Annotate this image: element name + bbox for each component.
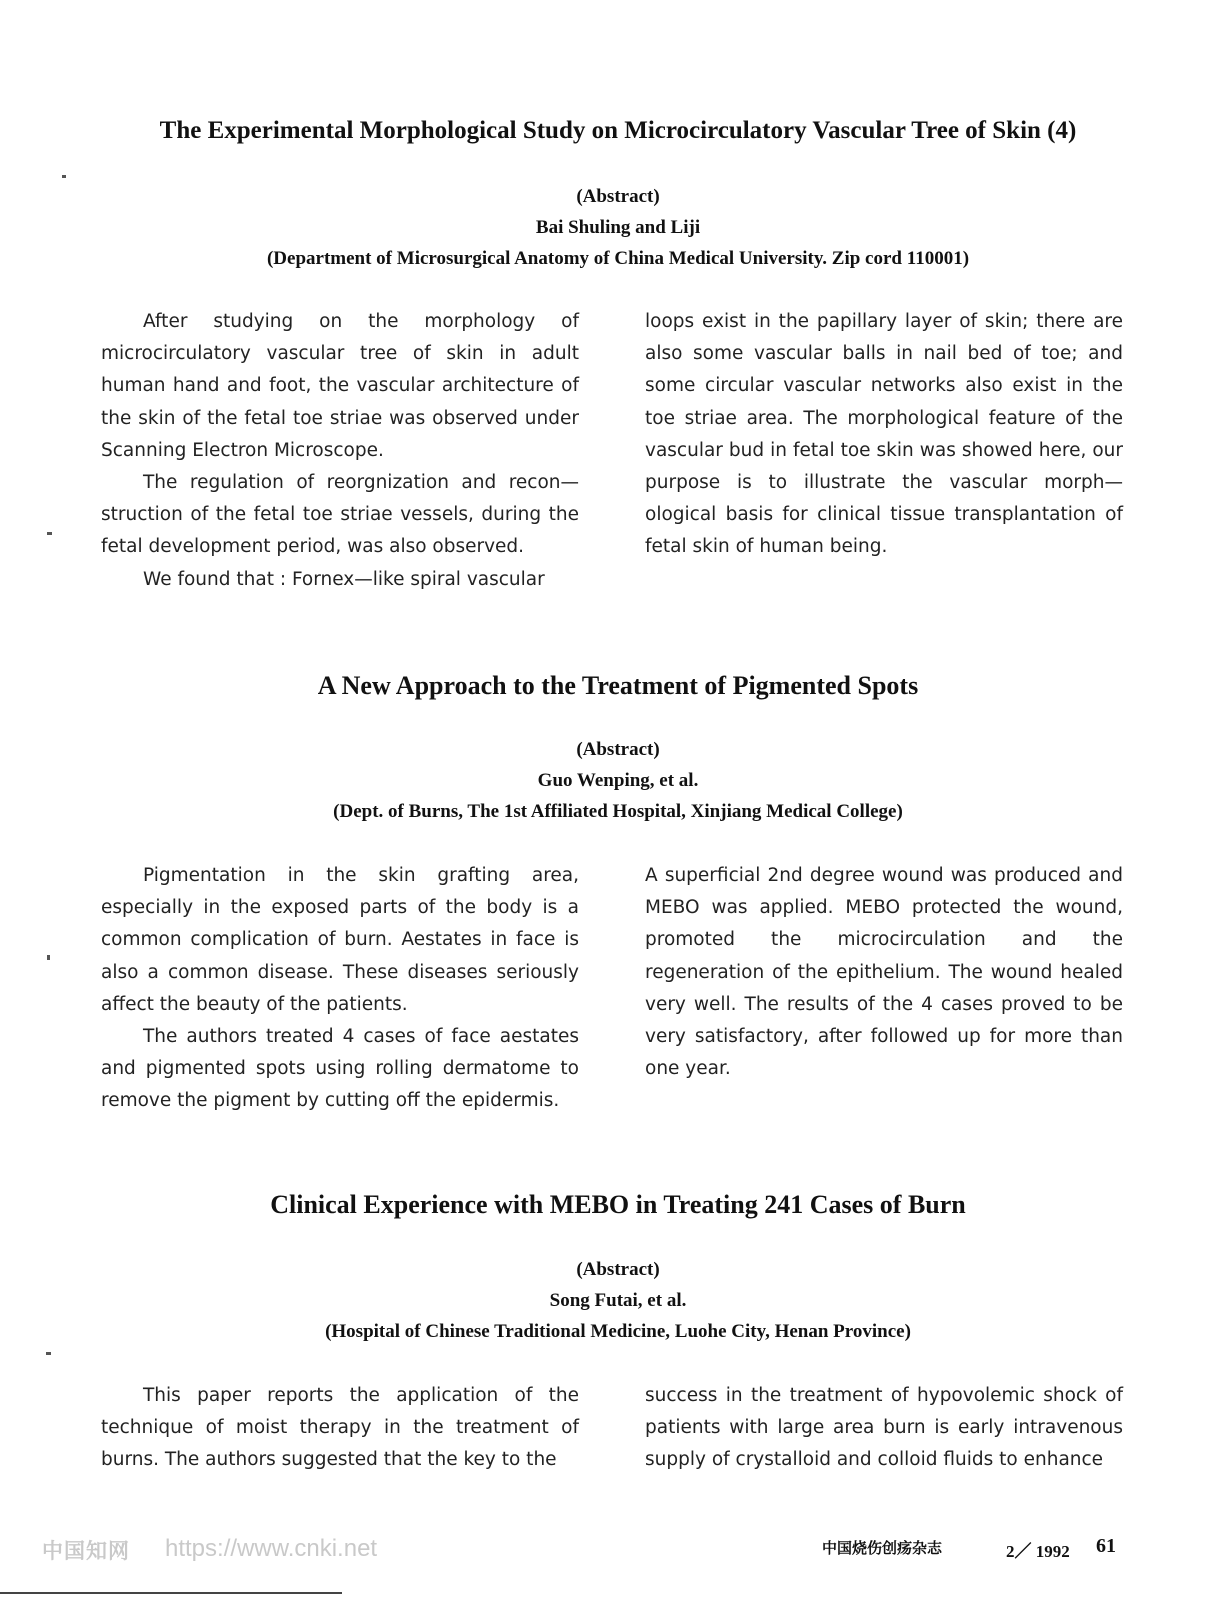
scan-speck [47, 532, 52, 535]
article-1-paragraph: After studying on the morphology of microcirculatory vascular tree of skin in adult human hand and foot, the vascular architecture of the skin of the fetal toe striae was observed under Scanning Electron Microscope. [101, 311, 579, 461]
cnki-url[interactable]: https://www.cnki.net [165, 1535, 378, 1562]
article-1-affiliation: (Department of Microsurgical Anatomy of China Medical University. Zip cord 110001) [266, 248, 970, 269]
article-2-authors: Guo Wenping, et al. [537, 770, 699, 791]
article-3-abstract-label: (Abstract) [576, 1259, 660, 1280]
article-3-title: Clinical Experience with MEBO in Treating 241 Cases of Burn [270, 1190, 966, 1219]
journal-name: 中国烧伤创疡杂志 [822, 1539, 943, 1557]
article-2-meta [60, 734, 1176, 827]
article-3-paragraph: This paper reports the application of the technique of moist therapy in the treatment of burns. The authors suggested that the key to the [101, 1385, 579, 1471]
article-1-title: The Experimental Morphological Study on Microcirculatory Vascular Tree of Skin (4) [159, 117, 1077, 144]
scan-speck [47, 955, 50, 960]
article-1-paragraph: loops exist in the papillary layer of skin; there are also some vascular balls in nail bed of toe; and some circular vascular networks also exist in the toe striae area. The morphological feature of the vascular bud in fetal toe skin was showed here, our purpose is to illustrate the vascular morph—ological basis for clinical tissue transplantation of fetal skin of human being. [645, 311, 1123, 558]
footer-rule [0, 1592, 342, 1594]
scan-speck [62, 175, 66, 178]
article-3-meta [60, 1254, 1176, 1347]
cnki-logo: 中国知网 [42, 1539, 130, 1563]
article-2-paragraph: Pigmentation in the skin grafting area, especially in the exposed parts of the body is a common complication of burn. Aestates in face is also a common disease. These diseases seriously affect the beauty of the patients. [101, 865, 579, 1015]
scan-speck [46, 1352, 51, 1355]
article-2-left-column [101, 860, 579, 1118]
article-3-paragraph: success in the treatment of hypovolemic shock of patients with large area burn is early intravenous supply of crystalloid and colloid fluids to enhance [645, 1385, 1123, 1471]
article-1-abstract-label: (Abstract) [576, 186, 660, 207]
article-1-meta [60, 181, 1176, 274]
article-1-paragraph: The regulation of reorgnization and recon—struction of the fetal toe striae vessels, during the fetal development period, was also observed. [101, 472, 579, 558]
article-1-right-column [645, 306, 1123, 564]
article-2-affiliation: (Dept. of Burns, The 1st Affiliated Hospital, Xinjiang Medical College) [333, 801, 903, 822]
page-number: 61 [1096, 1535, 1116, 1557]
article-3-right-column [645, 1380, 1123, 1477]
article-3-left-column [101, 1380, 579, 1477]
article-2-right-column [645, 860, 1123, 1085]
article-2-paragraph: The authors treated 4 cases of face aestates and pigmented spots using rolling dermatome to remove the pigment by cutting off the epidermis. [101, 1026, 579, 1112]
article-3-authors: Song Futai, et al. [549, 1290, 687, 1311]
article-2-abstract-label: (Abstract) [576, 739, 660, 760]
article-2-title: A New Approach to the Treatment of Pigmented Spots [317, 671, 919, 700]
article-2-paragraph: A superficial 2nd degree wound was produced and MEBO was applied. MEBO protected the wound, promoted the microcirculation and the regeneration of the epithelium. The wound healed very well. The results of the 4 cases proved to be very satisfactory, after followed up for more than one year. [645, 865, 1123, 1080]
article-1-authors: Bai Shuling and Liji [535, 217, 701, 238]
article-1-left-column [101, 306, 579, 596]
article-1-paragraph: We found that : Fornex—like spiral vascular [143, 568, 545, 590]
issue-number: 2／ 1992 [1006, 1542, 1070, 1561]
article-3-affiliation: (Hospital of Chinese Traditional Medicine, Luohe City, Henan Province) [325, 1321, 911, 1342]
